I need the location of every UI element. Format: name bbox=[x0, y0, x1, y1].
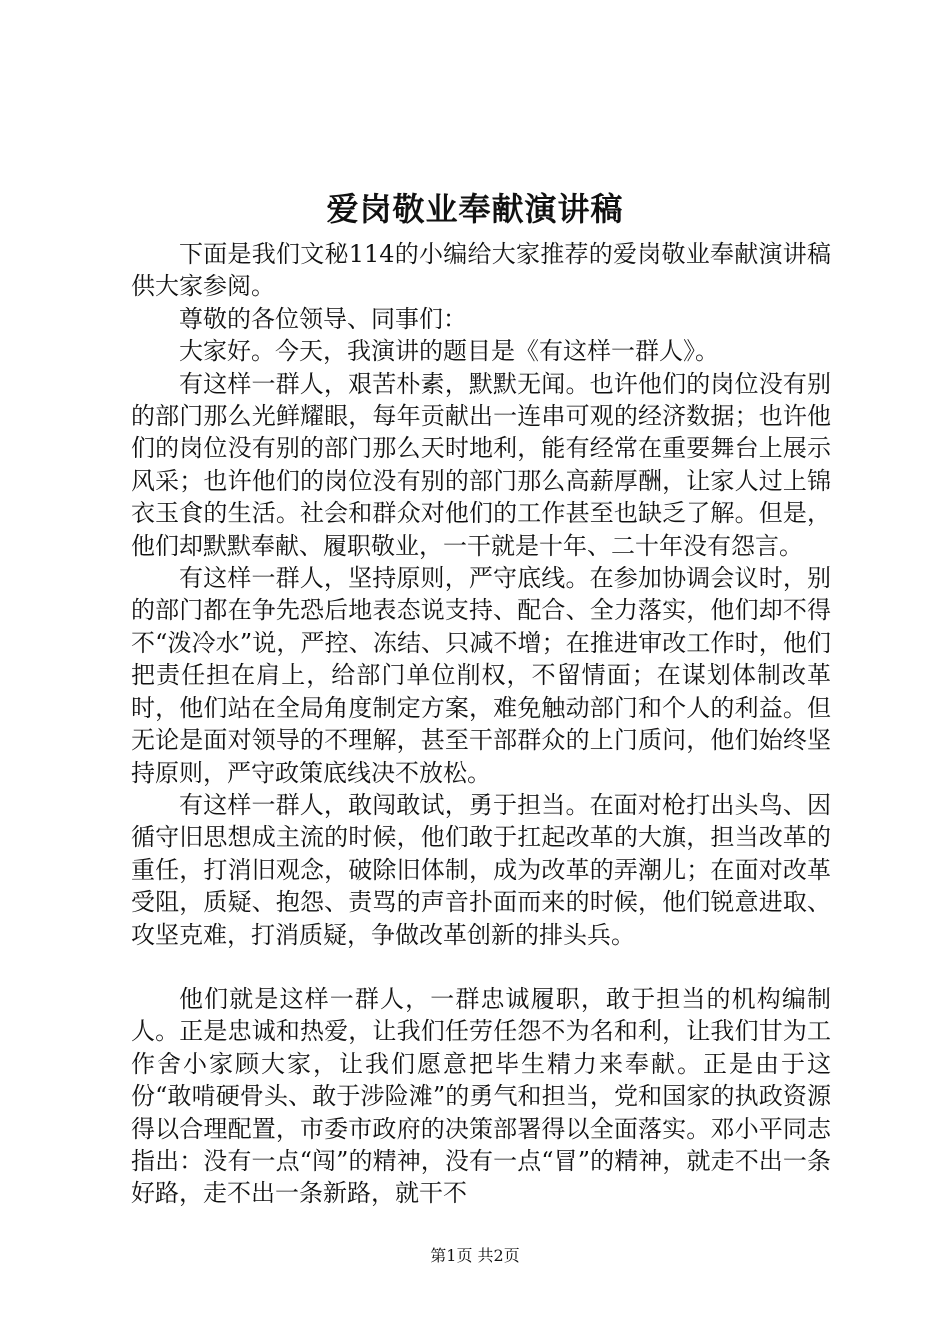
document-body bbox=[131, 238, 831, 1210]
body-paragraph-4: 他们就是这样一群人，一群忠诚履职，敢于担当的机构编制人。正是忠诚和热爱，让我们任劳任怨不为名和利，让我们甘为工作舍小家顾大家，让我们愿意把毕生精力来奉献。正是由于这份“敢啃硬骨头、敢于涉险滩”的勇气和担当，党和国家的执政资源得以合理配置，市委市政府的决策部署得以全面落实。邓小平同志指出：没有一点“闯”的精神，没有一点“冒”的精神，就走不出一条好路，走不出一条新路，就干不 bbox=[131, 984, 831, 1208]
body-paragraph-2: 有这样一群人，坚持原则，严守底线。在参加协调会议时，别的部门都在争先恐后地表态说支持、配合、全力落实，他们却不得不“泼冷水”说，严控、冻结、只减不增；在推进审改工作时，他们把责任担在肩上，给部门单位削权，不留情面；在谋划体制改革时，他们站在全局角度制定方案，难免触动部门和个人的利益。但无论是面对领导的不理解，甚至干部群众的上门质问，他们始终坚持原则，严守政策底线决不放松。 bbox=[131, 564, 831, 787]
page-number-footer: 第1页 共2页 bbox=[430, 1246, 520, 1265]
greeting-paragraph: 大家好。今天，我演讲的题目是《有这样一群人》。 bbox=[179, 337, 719, 366]
body-paragraph-3: 有这样一群人，敢闯敢试，勇于担当。在面对枪打出头鸟、因循守旧思想成主流的时候，他们敢于扛起改革的大旗，担当改革的重任，打消旧观念，破除旧体制，成为改革的弄潮儿；在面对改革受阻，质疑、抱怨、责骂的声音扑面而来的时候，他们锐意进取、攻坚克难，打消质疑，争做改革创新的排头兵。 bbox=[131, 790, 831, 949]
salutation-paragraph: 尊敬的各位领导、同事们： bbox=[179, 304, 467, 333]
body-paragraph-1: 有这样一群人，艰苦朴素，默默无闻。也许他们的岗位没有别的部门那么光鲜耀眼，每年贡献出一连串可观的经济数据；也许他们的岗位没有别的部门那么天时地利，能有经常在重要舞台上展示风采；也许他们的岗位没有别的部门那么高薪厚酬，让家人过上锦衣玉食的生活。社会和群众对他们的工作甚至也缺乏了解。但是，他们却默默奉献、履职敬业，一干就是十年、二十年没有怨言。 bbox=[131, 369, 831, 560]
intro-paragraph: 下面是我们文秘114的小编给大家推荐的爱岗敬业奉献演讲稿供大家参阅。 bbox=[131, 240, 831, 301]
document-title: 爱岗敬业奉献演讲稿 bbox=[326, 190, 624, 228]
paragraph-spacer bbox=[131, 951, 831, 983]
